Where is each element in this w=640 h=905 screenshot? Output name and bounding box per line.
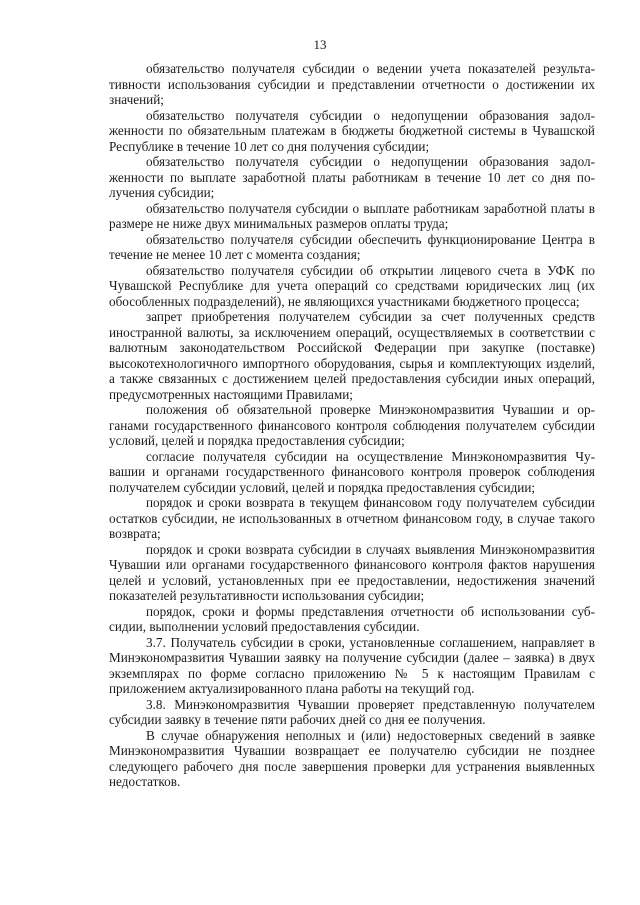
paragraph: согласие получателя субсидии на осуществление Минэкономразвития Чувашии и органами государственного финансового контроля проверок соблюдения получателем субсидии условий, целей и порядка предоставления субсидии;: [109, 448, 595, 495]
paragraph: обязательство получателя субсидии о ведении учета показателей результативности использования субсидии и представлении отчетности о достижении их значений;: [109, 61, 595, 107]
paragraph: запрет приобретения получателем субсидии за счет полученных средств иностранной валюты, за исключением операций, осуществляемых в соответствии с валютным законодательством Российской Федерации при закупке (поставке) высокотехнологичного импортного оборудования, сырья и комплектующих изделий, а также связанных с достижением целей предоставления субсидии иных операций, предусмотренных настоящими Правилами;: [109, 309, 595, 402]
paragraph: 3.7. Получатель субсидии в сроки, установленные соглашением, направляет в Минэкономразвития Чувашии заявку на получение субсидии (далее – заявка) в двух экземплярах по форме согласно приложению № 5 к настоящим Правилам с приложением актуализированного плана работы на текущий год.: [109, 634, 595, 696]
paragraph: порядок, сроки и формы представления отчетности об использовании субсидии, выполнении условий предоставления субсидии.: [109, 603, 595, 634]
page-number: 13: [313, 37, 327, 52]
paragraph: положения об обязательной проверке Минэкономразвития Чувашии и органами государственного финансового контроля соблюдения получателем субсидии условий, целей и порядка предоставления субсидии;: [109, 402, 595, 448]
paragraph: порядок и сроки возврата субсидии в случаях выявления Минэкономразвития Чувашии или органами государственного финансового контроля фактов нарушения целей и условий, установленных при ее предоставлении, недостижения значений показателей результативности использования субсидии;: [109, 541, 595, 603]
paragraph: В случае обнаружения неполных и (или) недостоверных сведений в заявке Минэкономразвития Чувашии возвращает ее получателю субсидии не позднее следующего рабочего дня после завершения проверки для устранения выявленных недостатков.: [109, 727, 595, 789]
document-body: [109, 61, 595, 790]
paragraph: порядок и сроки возврата в текущем финансовом году получателем субсидии остатков субсидии, не использованных в отчетном финансовом году, в случае такого возврата;: [109, 495, 595, 541]
paragraph: обязательство получателя субсидии о недопущении образования задолженности по обязательным платежам в бюджеты бюджетной системы в Чувашской Республике в течение 10 лет со дня получения субсидии;: [109, 107, 595, 154]
paragraph: обязательство получателя субсидии об открытии лицевого счета в УФК по Чувашской Республике для учета операций со средствами юридических лиц (их обособленных подразделений), не являющихся участниками бюджетного процесса;: [109, 262, 595, 309]
paragraph: 3.8. Минэкономразвития Чувашии проверяет представленную получателем субсидии заявку в течение пяти рабочих дней со дня ее получения.: [109, 696, 595, 727]
paragraph: обязательство получателя субсидии о выплате работникам заработной платы в размере не ниже двух минимальных размеров оплаты труда;: [109, 200, 595, 231]
paragraph: обязательство получателя субсидии обеспечить функционирование Центра в течение не менее 10 лет с момента создания;: [109, 231, 595, 262]
paragraph: обязательство получателя субсидии о недопущении образования задолженности по выплате заработной платы работникам в течение 10 лет со дня получения субсидии;: [109, 154, 595, 200]
